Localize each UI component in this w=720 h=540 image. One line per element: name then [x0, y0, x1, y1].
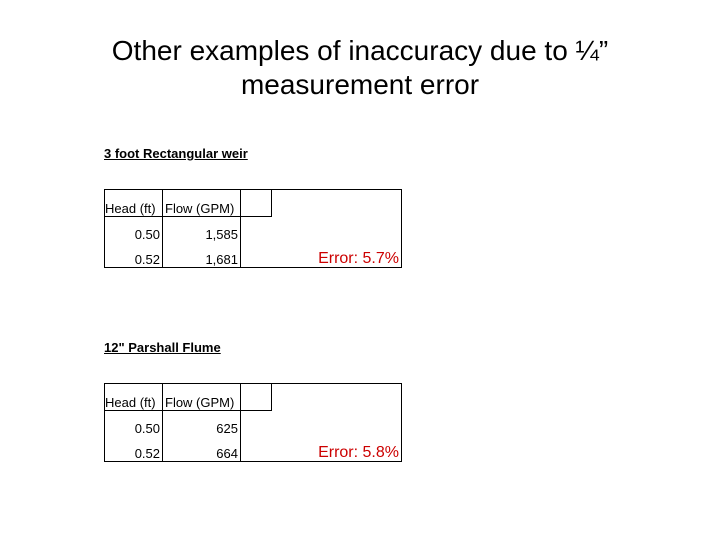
flume-section-label: 12" Parshall Flume: [104, 340, 221, 355]
slide-title-line-2: measurement error: [240, 69, 480, 100]
flume-table: [104, 383, 402, 462]
empty-cell: [241, 217, 272, 243]
flow-value: 625: [163, 411, 241, 437]
weir-section-label: 3 foot Rectangular weir: [104, 146, 248, 161]
empty-cell: [272, 384, 402, 411]
empty-cell: [241, 411, 272, 437]
slide-title-line-1: Other examples of inaccuracy due to ¼”: [111, 35, 609, 66]
empty-cell: [241, 384, 272, 411]
head-value: 0.52: [105, 242, 163, 268]
head-value: 0.50: [105, 217, 163, 243]
flow-column-header: Flow (GPM): [163, 190, 241, 217]
flume-error-value: Error: 5.8%: [272, 436, 402, 462]
empty-cell: [272, 190, 402, 217]
empty-cell: [272, 217, 402, 243]
empty-cell: [241, 436, 272, 462]
flow-value: 1,681: [163, 242, 241, 268]
table-row: [105, 436, 402, 462]
flow-column-header: Flow (GPM): [163, 384, 241, 411]
empty-cell: [241, 190, 272, 217]
table-header-row: [105, 190, 402, 217]
flow-value: 1,585: [163, 217, 241, 243]
empty-cell: [272, 411, 402, 437]
slide-title: [0, 34, 720, 102]
table-header-row: [105, 384, 402, 411]
flow-value: 664: [163, 436, 241, 462]
weir-error-value: Error: 5.7%: [272, 242, 402, 268]
weir-table: [104, 189, 402, 268]
head-value: 0.50: [105, 411, 163, 437]
head-column-header: Head (ft): [105, 190, 163, 217]
table-row: [105, 242, 402, 268]
empty-cell: [241, 242, 272, 268]
table-row: [105, 411, 402, 437]
table-row: [105, 217, 402, 243]
head-value: 0.52: [105, 436, 163, 462]
head-column-header: Head (ft): [105, 384, 163, 411]
